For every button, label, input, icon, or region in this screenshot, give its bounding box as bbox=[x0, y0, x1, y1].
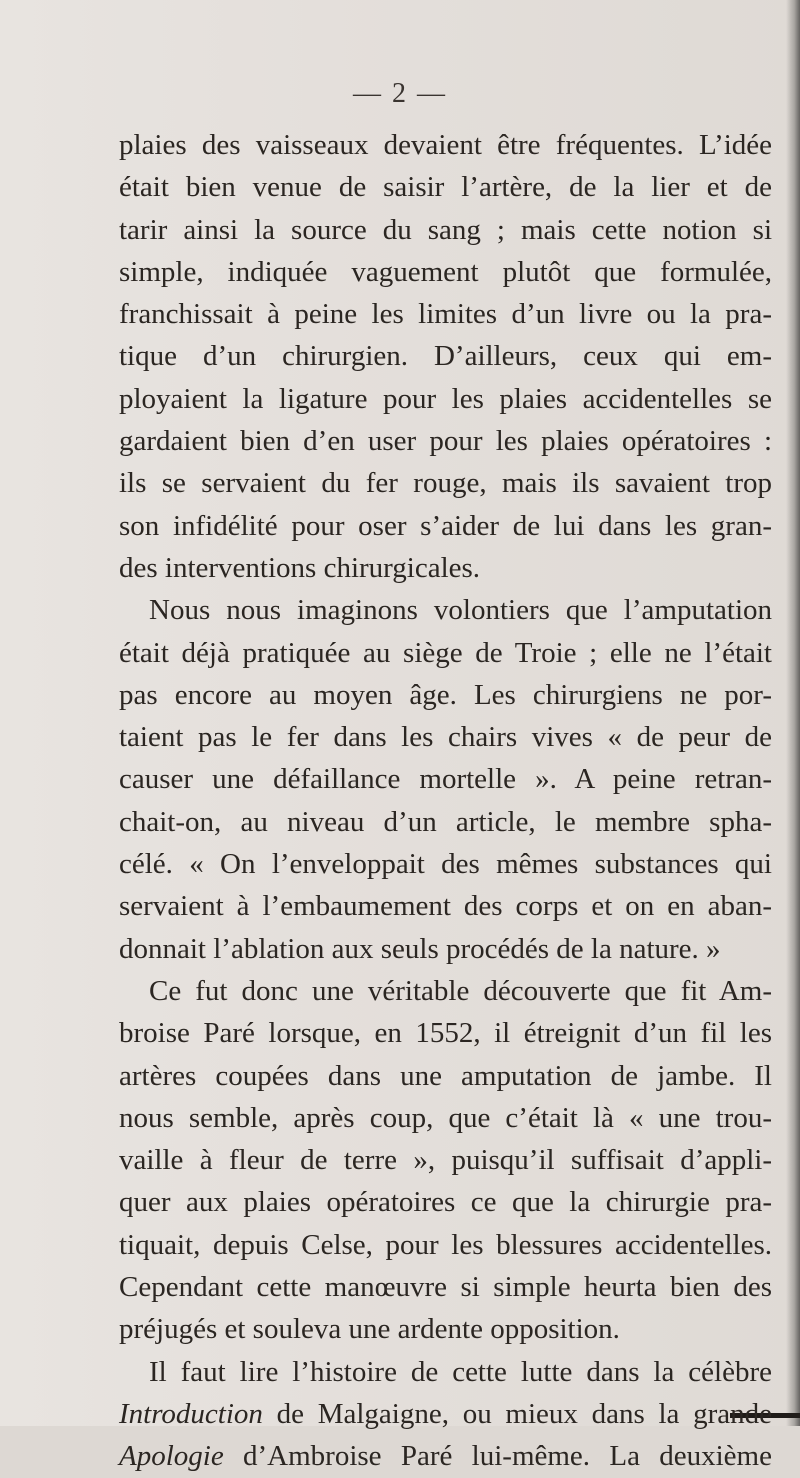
text-line: vaille à fleur de terre », puisqu’il suffisait d’appli- bbox=[119, 1144, 772, 1177]
text-run: d’Ambroise Paré lui-même. La deuxième bbox=[223, 1440, 772, 1473]
text-line: Nous nous imaginons volontiers que l’amputation bbox=[149, 594, 772, 627]
text-line: ployaient la ligature pour les plaies accidentelles se bbox=[119, 382, 772, 415]
text-line: plaies des vaisseaux devaient être fréquentes. L’idée bbox=[119, 129, 772, 161]
text-line: nous semble, après coup, que c’était là « une trou- bbox=[119, 1101, 772, 1134]
text-line: Cependant cette manœuvre si simple heurta bien des bbox=[119, 1271, 772, 1304]
text-line: Il faut lire l’histoire de cette lutte dans la célèbre bbox=[149, 1355, 772, 1388]
text-line: franchissait à peine les limites d’un livre ou la pra- bbox=[119, 298, 772, 331]
page-number: — 2 — bbox=[353, 78, 447, 109]
text-line: son infidélité pour oser s’aider de lui dans les gran- bbox=[119, 509, 772, 542]
body-text bbox=[119, 124, 772, 1478]
text-line: servaient à l’embaumement des corps et on en aban- bbox=[119, 890, 772, 923]
text-line bbox=[119, 1393, 772, 1435]
text-line: causer une défaillance mortelle ». A peine retran- bbox=[119, 763, 772, 796]
text-line: Ce fut donc une véritable découverte que fit Am- bbox=[149, 974, 772, 1007]
italic-title: Apologie bbox=[119, 1440, 224, 1473]
italic-title: Introduction bbox=[119, 1397, 263, 1430]
text-line: célé. « On l’enveloppait des mêmes substances qui bbox=[119, 848, 772, 881]
text-line bbox=[119, 1435, 772, 1477]
text-line: chait-on, au niveau d’un article, le membre spha- bbox=[119, 805, 772, 838]
text-line: quer aux plaies opératoires ce que la chirurgie pra- bbox=[119, 1186, 772, 1219]
text-line: artères coupées dans une amputation de jambe. Il bbox=[119, 1059, 772, 1092]
text-line: était bien venue de saisir l’artère, de la lier et de bbox=[119, 171, 772, 204]
text-line: ils se servaient du fer rouge, mais ils savaient trop bbox=[119, 467, 772, 500]
text-line: était déjà pratiquée au siège de Troie ; elle ne l’était bbox=[119, 636, 772, 669]
text-line: gardaient bien d’en user pour les plaies opératoires : bbox=[119, 425, 772, 458]
text-line: broise Paré lorsque, en 1552, il étreignit d’un fil les bbox=[119, 1017, 772, 1050]
text-line: donnait l’ablation aux seuls procédés de la nature. » bbox=[119, 932, 721, 965]
text-line: tarir ainsi la source du sang ; mais cette notion si bbox=[119, 213, 772, 246]
text-run: de Malgaigne, ou mieux dans la grande bbox=[262, 1397, 772, 1430]
text-line: préjugés et souleva une ardente opposition. bbox=[119, 1313, 620, 1346]
text-line: taient pas le fer dans les chairs vives « de peur de bbox=[119, 721, 772, 754]
text-line: pas encore au moyen âge. Les chirurgiens ne por- bbox=[119, 678, 772, 711]
text-line: tiquait, depuis Celse, pour les blessures accidentelles. bbox=[119, 1228, 772, 1261]
page-edge-shadow bbox=[786, 0, 800, 1426]
text-line: simple, indiquée vaguement plutôt que formulée, bbox=[119, 255, 772, 288]
text-line: des interventions chirurgicales. bbox=[119, 551, 481, 584]
text-line: tique d’un chirurgien. D’ailleurs, ceux qui em- bbox=[119, 340, 772, 373]
